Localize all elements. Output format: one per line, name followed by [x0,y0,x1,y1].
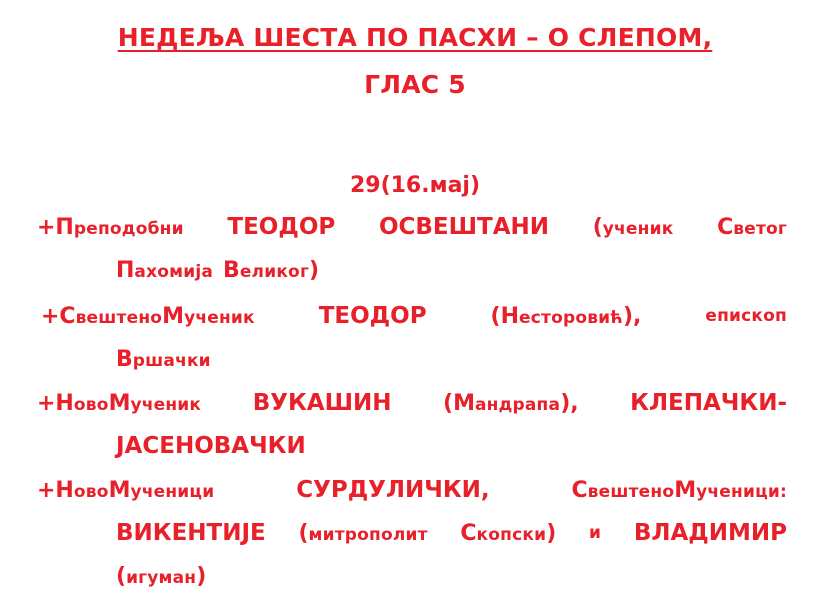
saint-epithet: КЛЕПАЧКИ- [630,390,787,416]
saint-note: (Мандрапа), [443,391,579,416]
saint-name: ТЕОДОР [318,303,427,329]
saint-note: Пахомија [116,258,214,283]
entry-line [37,207,787,250]
saint-title: епископ [705,306,787,326]
entry-2 [41,296,787,382]
saint-note: (Несторовић), [490,304,642,329]
saint-name: ВИКЕНТИЈЕ [116,520,266,546]
entry-3 [37,383,787,467]
page-subtitle: ГЛАС 5 [364,70,466,99]
conjunction: и [589,523,602,543]
saint-note: (митрополит [298,521,428,546]
saint-name: ВУКАШИН [252,390,392,416]
saint-epithet: ЈАСЕНОВАЧКИ [116,433,306,459]
entry-line [37,513,787,556]
saint-name: СУРДУЛИЧКИ, [296,477,490,503]
entry-line [41,296,787,339]
saint-rank: +Преподобни [37,215,184,240]
entry-1 [37,207,787,293]
saint-note: (игуман) [116,564,207,589]
saint-name: ВЛАДИМИР [633,520,787,546]
entry-line [41,339,787,382]
entry-line [37,383,787,426]
saint-rank: СвештеноМученици: [571,478,787,503]
entry-line [37,556,787,599]
entry-line [37,250,787,293]
saint-note: Скопски) [460,521,557,546]
entry-4 [37,470,787,599]
date-heading: 29(16.мај) [349,173,481,198]
saint-name: ТЕОДОР [227,214,336,240]
saint-note: (ученик [592,215,674,240]
saint-note: Светог [717,215,787,240]
entry-line [37,470,787,513]
page-title: НЕДЕЉА ШЕСТА ПО ПАСХИ – О СЛЕПОМ, [117,23,713,52]
saint-note: Великог) [223,258,320,283]
saint-rank: +НовоМученик [37,391,202,416]
saint-note: Вршачки [116,347,211,372]
saint-rank: +НовоМученици [37,478,215,503]
entry-line [37,426,787,467]
saint-rank: +СвештеноМученик [41,304,255,329]
saint-epithet: ОСВЕШТАНИ [378,214,550,240]
